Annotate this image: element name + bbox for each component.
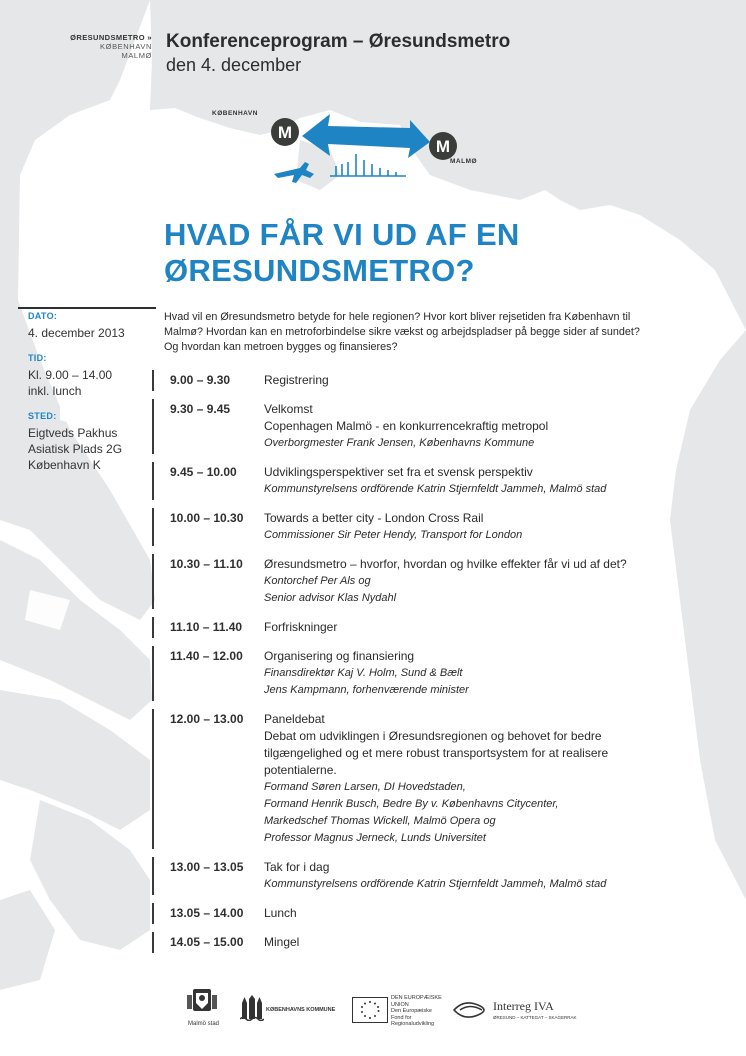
agenda-time: 13.00 – 13.05 [170, 860, 244, 874]
agenda-speaker: Formand Søren Larsen, DI Hovedstaden, [264, 781, 466, 793]
place-line-2: Asiatisk Plads 2G [28, 442, 123, 456]
agenda-speaker: Formand Henrik Busch, Bedre By v. Københavns Citycenter, [264, 798, 559, 810]
eu-text-5: Regionaludvikling [391, 1021, 435, 1027]
eu-text-2: UNION [391, 1001, 409, 1008]
agenda-content [264, 859, 672, 893]
agenda-title: Øresundsmetro – hvorfor, hvordan og hvilke effekter får vi ud af det? [264, 557, 627, 571]
agenda-content [264, 464, 672, 498]
interreg-icon [452, 999, 492, 1021]
agenda-title: Registrering [264, 373, 329, 387]
agenda-time: 10.30 – 11.10 [170, 557, 243, 571]
agenda-content [264, 619, 672, 636]
sidebar-divider [18, 307, 156, 309]
agenda-speaker: Kontorchef Per Als og [264, 575, 371, 587]
brand-line-1: ØRESUNDSMETRO » [70, 33, 152, 42]
agenda-content [264, 556, 672, 607]
place-value [28, 425, 148, 473]
page-title: Konferenceprogram – Øresundsmetro [166, 31, 511, 52]
agenda-speaker: Jens Kampmann, forhenværende minister [264, 684, 469, 696]
agenda-title: Tak for i dag [264, 860, 330, 874]
agenda-speaker: Finansdirektør Kaj V. Holm, Sund & Bælt [264, 667, 463, 679]
agenda-list [152, 366, 672, 957]
map-label-copenhagen: KØBENHAVN [212, 110, 258, 117]
agenda-time: 12.00 – 13.00 [170, 712, 244, 726]
agenda-title: Udviklingsperspektiver set fra et svensk perspektiv [264, 465, 533, 479]
svg-text:M: M [435, 137, 451, 156]
agenda-speaker: Senior advisor Klas Nydahl [264, 592, 397, 604]
malmo-logo-text: Malmö stad [188, 1021, 220, 1027]
time-value [28, 367, 148, 399]
brand-line-3: MALMØ [121, 51, 152, 60]
interreg-sub-text: ØRESUND – KATTEGAT – SKAGERRAK [493, 1015, 577, 1020]
eu-logo-text [391, 995, 442, 1028]
agenda-subtitle: Debat om udviklingen i Øresundsregionen og behovet for bedre tilgængelighed og et mere robust transportsystem for at realisere potentialerne. [264, 729, 609, 777]
agenda-speaker: Kommunstyrelsens ordförende Katrin Stjernfeldt Jammeh, Malmö stad [264, 878, 607, 890]
eu-flag-icon [352, 997, 388, 1023]
agenda-time: 9.45 – 10.00 [170, 465, 237, 479]
agenda-speaker: Overborgmester Frank Jensen, Københavns Kommune [264, 437, 535, 449]
agenda-row [152, 550, 672, 613]
metro-m-icon-malmo [429, 132, 457, 160]
malmo-crest-icon [184, 985, 220, 1019]
headline-line-2: ØRESUNDSMETRO? [164, 253, 475, 288]
agenda-speaker: Professor Magnus Jerneck, Lunds Universitet [264, 832, 486, 844]
agenda-time: 14.05 – 15.00 [170, 935, 244, 949]
agenda-content [264, 401, 672, 452]
agenda-time: 13.05 – 14.00 [170, 906, 244, 920]
agenda-row [152, 366, 672, 395]
intro-text: Hvad vil en Øresundsmetro betyde for hele regionen? Hvor kort bliver rejsetiden fra København til Malmø? Hvordan kan en metroforbindelse sikre vækst og arbejdspladser på begge sider af sundet? Og hvordan kan metroen bygges og finansieres? [164, 311, 640, 353]
agenda-row [152, 458, 672, 504]
map-label-malmo: MALMØ [450, 158, 478, 165]
bridge-icon [330, 154, 406, 176]
agenda-content [264, 648, 672, 699]
agenda-time: 9.30 – 9.45 [170, 402, 231, 416]
sponsor-logos [180, 985, 600, 1033]
event-info-sidebar [28, 311, 148, 473]
agenda-row [152, 899, 672, 928]
eu-text-1: DEN EUROPÆISKE [391, 995, 442, 1001]
kbh-logo-text: KØBENHAVNS KOMMUNE [266, 1007, 336, 1013]
eu-text-4: Fond for [391, 1014, 412, 1021]
kbh-towers-icon [240, 995, 264, 1021]
agenda-row [152, 705, 672, 853]
agenda-row [152, 395, 672, 458]
agenda-content [264, 510, 672, 544]
brand-logo [52, 33, 152, 60]
agenda-time: 10.00 – 10.30 [170, 511, 244, 525]
date-label: DATO: [28, 311, 58, 321]
agenda-title: Paneldebat [264, 712, 325, 726]
agenda-title: Towards a better city - London Cross Rail [264, 511, 484, 525]
agenda-time: 9.00 – 9.30 [170, 373, 231, 387]
place-line-3: København K [28, 458, 101, 472]
time-value-line-1: Kl. 9.00 – 14.00 [28, 368, 113, 382]
svg-text:M: M [277, 123, 293, 142]
metro-illustration [230, 98, 490, 198]
agenda-row [152, 928, 672, 957]
time-value-line-2: inkl. lunch [28, 384, 82, 398]
headline [164, 217, 704, 289]
metro-m-icon-copenhagen [271, 118, 299, 146]
agenda-row [152, 504, 672, 550]
agenda-speaker: Commissioner Sir Peter Hendy, Transport for London [264, 529, 523, 541]
agenda-row [152, 642, 672, 705]
eu-text-3: Den Europæiske [391, 1008, 432, 1014]
headline-line-1: HVAD FÅR VI UD AF EN [164, 217, 520, 252]
place-line-1: Eigtveds Pakhus [28, 426, 118, 440]
time-label: TID: [28, 353, 47, 363]
brand-line-2: KØBENHAVN [100, 42, 152, 51]
agenda-row [152, 613, 672, 642]
agenda-title: Velkomst [264, 402, 313, 416]
agenda-time: 11.40 – 12.00 [170, 649, 243, 663]
place-label: STED: [28, 411, 57, 421]
agenda-content [264, 905, 672, 922]
agenda-row [152, 853, 672, 899]
agenda-content [264, 934, 672, 951]
double-arrow-icon [302, 114, 430, 158]
agenda-content [264, 711, 672, 847]
agenda-subtitle: Copenhagen Malmö - en konkurrencekraftig metropol [264, 419, 549, 433]
agenda-speaker: Kommunstyrelsens ordförende Katrin Stjernfeldt Jammeh, Malmö stad [264, 483, 607, 495]
agenda-time: 11.10 – 11.40 [170, 620, 243, 634]
interreg-logo-text: Interreg IVA [493, 999, 554, 1013]
agenda-title: Organisering og finansiering [264, 649, 415, 663]
event-date: den 4. december [166, 55, 302, 75]
airplane-icon [274, 162, 314, 183]
agenda-title: Mingel [264, 935, 300, 949]
agenda-title: Forfriskninger [264, 620, 338, 634]
agenda-content [264, 372, 672, 389]
date-value: 4. december 2013 [28, 326, 125, 340]
agenda-title: Lunch [264, 906, 297, 920]
agenda-speaker: Markedschef Thomas Wickell, Malmö Opera og [264, 815, 496, 827]
